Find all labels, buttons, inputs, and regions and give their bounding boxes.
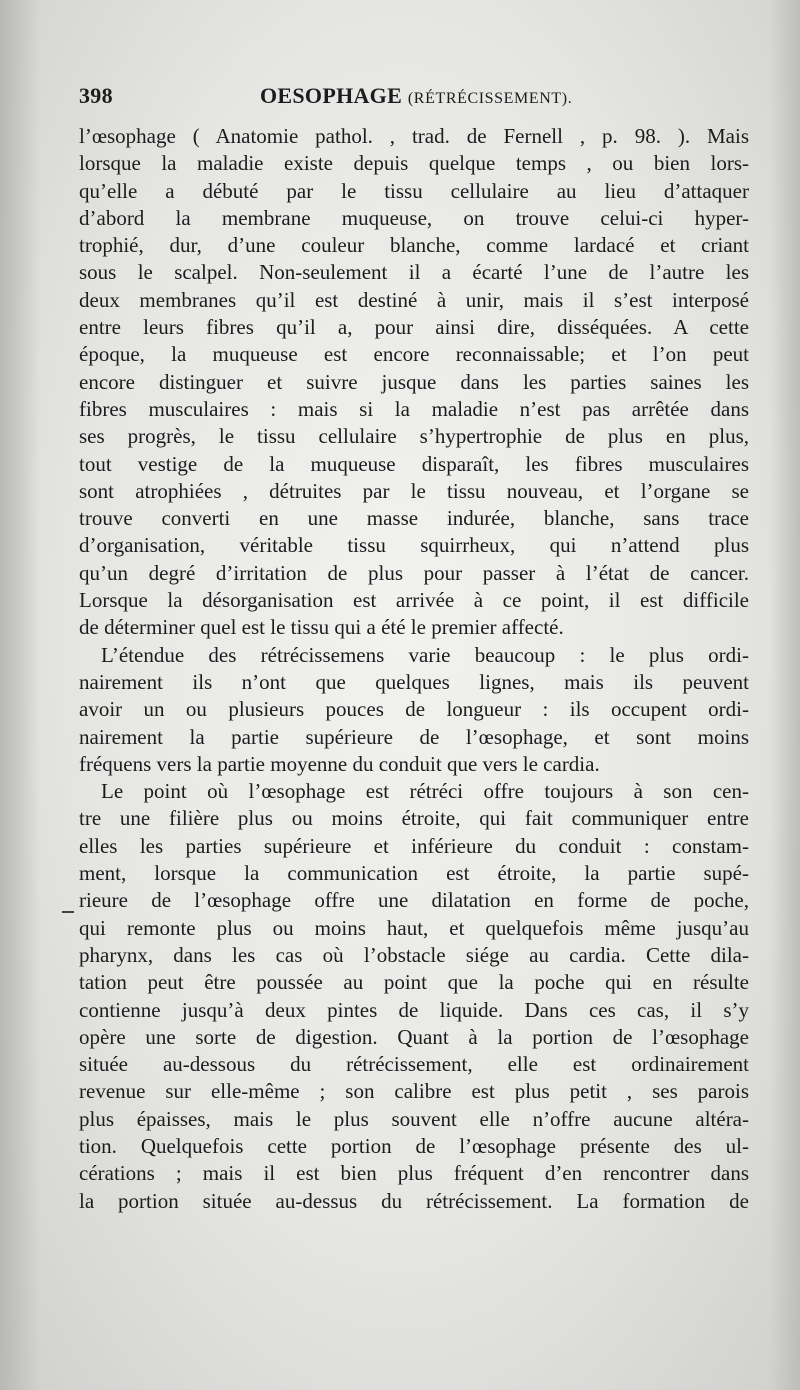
page-shadow-right (770, 0, 800, 1390)
text-line: entre leurs fibres qu’il a, pour ainsi dire, disséquées. A cette (79, 315, 749, 340)
text-line: cérations ; mais il est bien plus fréquent d’en rencontrer dans (79, 1161, 749, 1186)
text-line: lorsque la maladie existe depuis quelque temps , ou bien lors- (79, 151, 749, 176)
text-line: tation peut être poussée au point que la poche qui en résulte (79, 970, 749, 995)
text-line: plus épaisses, mais le plus souvent elle n’offre aucune altéra- (79, 1106, 749, 1131)
text-line: deux membranes qu’il est destiné à unir, mais il s’est interposé (79, 287, 749, 312)
margin-mark (62, 911, 74, 913)
text-line: qu’un degré d’irritation de plus pour passer à l’état de cancer. (79, 560, 749, 585)
text-line: trophié, dur, d’une couleur blanche, comme lardacé et criant (79, 233, 749, 258)
text-line: époque, la muqueuse est encore reconnaissable; et l’on peut (79, 342, 749, 367)
text-line: trouve converti en une masse indurée, blanche, sans trace (79, 506, 749, 531)
text-line: l’œsophage ( Anatomie pathol. , trad. de Fernell , p. 98. ). Mais (79, 124, 749, 148)
text-line: tout vestige de la muqueuse disparaît, les fibres musculaires (79, 451, 749, 476)
text-line: contienne jusqu’à deux pintes de liquide. Dans ces cas, il s’y (79, 997, 749, 1022)
text-line: sous le scalpel. Non-seulement il a écarté l’une de l’autre les (79, 260, 749, 285)
text-line: Le point où l’œsophage est rétréci offre toujours à son cen- (101, 779, 749, 804)
text-line: L’étendue des rétrécissemens varie beaucoup : le plus ordi- (101, 642, 749, 667)
text-line: d’abord la membrane muqueuse, on trouve celui-ci hyper- (79, 205, 749, 230)
page-number: 398 (79, 83, 113, 108)
text-line: fibres musculaires : mais si la maladie n’est pas arrêtée dans (79, 396, 749, 421)
text-line: située au-dessous du rétrécissement, elle est ordinairement (79, 1052, 749, 1077)
text-line: tre une filière plus ou moins étroite, qui fait communiquer entre (79, 806, 749, 831)
body-text (79, 123, 749, 1215)
text-line: fréquens vers la partie moyenne du conduit que vers le cardia. (79, 751, 600, 776)
text-line: elles les parties supérieure et inférieure du conduit : constam- (79, 833, 749, 858)
running-title-main: OESOPHAGE (260, 83, 403, 108)
text-line: avoir un ou plusieurs pouces de longueur : ils occupent ordi- (79, 697, 749, 722)
text-line: de déterminer quel est le tissu qui a été le premier affecté. (79, 615, 564, 640)
text-line: nairement ils n’ont que quelques lignes, mais ils peuvent (79, 669, 749, 694)
text-line: qu’elle a débuté par le tissu cellulaire au lieu d’attaquer (79, 178, 749, 203)
running-title (260, 83, 572, 109)
text-line: nairement la partie supérieure de l’œsophage, et sont moins (79, 724, 749, 749)
text-line: qui remonte plus ou moins haut, et quelquefois même jusqu’au (79, 915, 749, 940)
text-line: Lorsque la désorganisation est arrivée à ce point, il est difficile (79, 588, 749, 613)
text-line: la portion située au-dessus du rétrécissement. La formation de (79, 1188, 749, 1213)
text-line: revenue sur elle-même ; son calibre est plus petit , ses parois (79, 1079, 749, 1104)
text-line: encore distinguer et suivre jusque dans les parties saines les (79, 369, 749, 394)
text-line: d’organisation, véritable tissu squirrheux, qui n’attend plus (79, 533, 749, 558)
running-head (79, 83, 573, 117)
text-line: tion. Quelquefois cette portion de l’œsophage présente des ul- (79, 1133, 749, 1158)
text-line: rieure de l’œsophage offre une dilatation en forme de poche, (79, 888, 749, 913)
text-line: sont atrophiées , détruites par le tissu nouveau, et l’organe se (79, 478, 749, 503)
running-title-subtitle: (RÉTRÉCISSEMENT). (407, 90, 573, 107)
text-line: pharynx, dans les cas où l’obstacle siége au cardia. Cette dila- (79, 942, 749, 967)
page-shadow-left (0, 0, 40, 1390)
text-line: opère une sorte de digestion. Quant à la portion de l’œsophage (79, 1024, 749, 1049)
text-line: ment, lorsque la communication est étroite, la partie supé- (79, 861, 749, 886)
text-line: ses progrès, le tissu cellulaire s’hypertrophie de plus en plus, (79, 424, 749, 449)
